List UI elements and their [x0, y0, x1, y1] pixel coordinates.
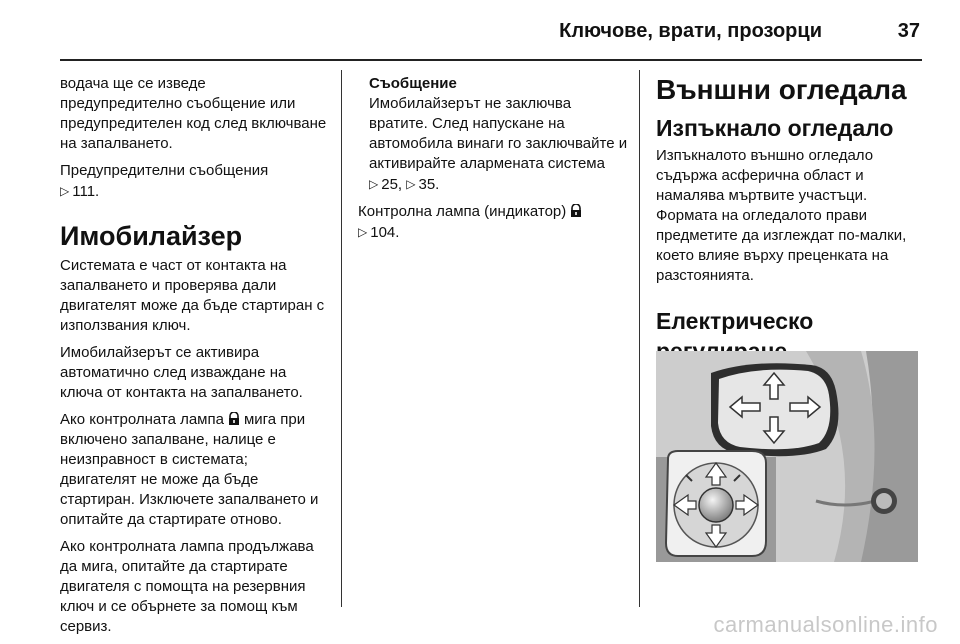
immobilizer-lamp-icon [569, 204, 583, 218]
p3-before-text: Ако контролната лампа [60, 411, 224, 428]
reference-arrow-icon: ▷ [406, 177, 416, 191]
continued-text: водача ще се изведе предупредително съобщение или предупредителен код след включване на запалването. [60, 75, 327, 152]
header-rule [60, 59, 922, 61]
page-header-title: Ключове, врати, прозорци [559, 20, 822, 42]
watermark: carmanualsonline.info [713, 612, 938, 637]
note-ref-2[interactable]: 35. [418, 176, 440, 193]
immobilizer-paragraph-3 [60, 410, 328, 530]
note-heading: Съобщение [369, 75, 457, 92]
reference-arrow-icon: ▷ [369, 177, 379, 191]
electric-heading: Електрическо [656, 308, 814, 334]
note-block [358, 74, 630, 195]
column-divider-right [639, 70, 640, 607]
immobilizer-paragraph-1: Системата е част от контакта на запалването и проверява дали двигателят може да бъде стартиран с използвания ключ. [60, 257, 325, 334]
immobilizer-paragraph-2: Имобилайзерът се активира автоматично след изваждане на ключа от контакта на запалването. [60, 344, 303, 401]
warnings-reference [60, 161, 328, 202]
immobilizer-lamp-icon [227, 412, 241, 426]
reference-arrow-icon: ▷ [60, 184, 70, 198]
page-number: 37 [897, 20, 920, 42]
lamp-reference [358, 202, 630, 243]
middle-column [358, 74, 630, 250]
warnings-page-ref[interactable]: 111. [72, 183, 100, 200]
convex-text: Изпъкналото външно огледало съдържа асферична област и намалява мъртвите участъци. Формата на огледалото прави предметите да изглеждат по-малки, което влияе върху преценката на разстоянията. [656, 147, 907, 284]
main-heading: Външни огледала [656, 74, 907, 105]
left-column [60, 74, 328, 644]
p3-after-text: мига при включено запалване, налице е неизправност в системата; двигателят не може да бъде стартиран. Изключете запалването и опитайте да стартирате отново. [60, 411, 319, 528]
lamp-text: Контролна лампа (индикатор) [358, 203, 567, 220]
note-text: Имобилайзерът не заключва вратите. След напускане на автомобила винаги го заключвайте и активирайте алармената система [369, 95, 628, 172]
immobilizer-heading: Имобилайзер [60, 221, 243, 251]
mirror-control-illustration [656, 351, 918, 562]
right-column [656, 70, 928, 370]
lamp-page-ref[interactable]: 104. [370, 224, 400, 241]
mirror-illustration-svg [656, 351, 918, 562]
column-divider-left [341, 70, 342, 607]
note-ref-1[interactable]: 25, [381, 176, 403, 193]
immobilizer-paragraph-4: Ако контролната лампа продължава да мига, опитайте да стартирате двигателя с помощта на резервния ключ и се обърнете за помощ към сервиз. [60, 538, 314, 635]
reference-arrow-icon: ▷ [358, 225, 368, 239]
convex-heading: Изпъкнало огледало [656, 115, 894, 141]
warnings-text: Предупредителни съобщения [60, 162, 269, 179]
